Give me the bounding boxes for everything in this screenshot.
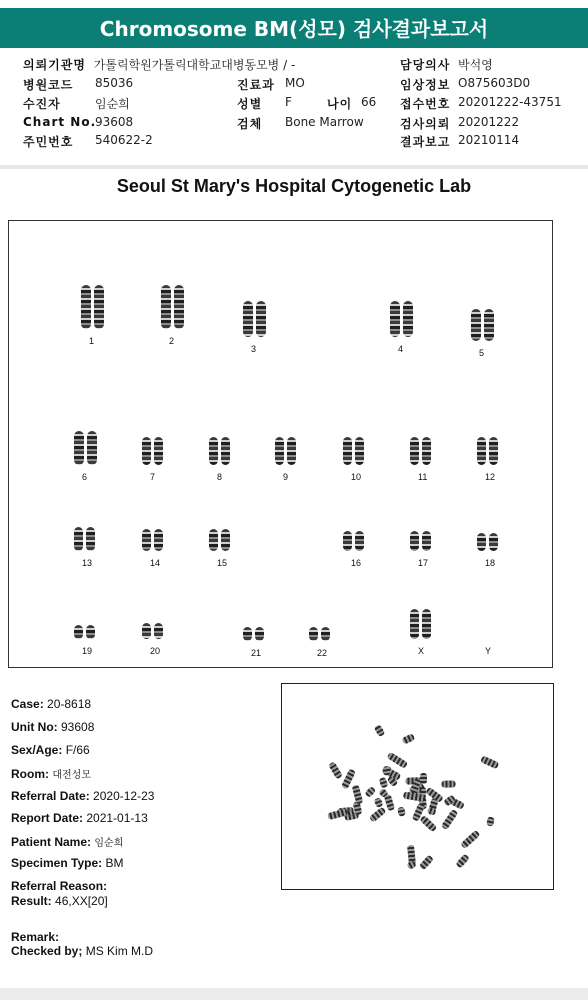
chromosome-label-1: 1	[89, 336, 95, 346]
checked-row	[11, 944, 153, 958]
case-row	[11, 697, 91, 711]
chromosome-pair-1	[81, 285, 104, 329]
chromatid	[410, 609, 419, 639]
karyogram-panel	[8, 220, 553, 668]
chromatid	[343, 531, 352, 551]
report-date-value: 2021-01-13	[86, 811, 148, 825]
chart-label: Chart No.	[23, 115, 97, 129]
chromatid	[74, 431, 84, 465]
chromosome-pair-8	[209, 437, 230, 465]
metaphase-chromosome	[455, 853, 470, 868]
sex-label: 성별	[237, 97, 263, 111]
chromosome-pair-19	[74, 625, 95, 639]
case-value: 20-8618	[47, 697, 92, 711]
chromosome-label-17: 17	[418, 558, 429, 568]
hospital-code-value: 85036	[95, 76, 134, 90]
chromatid	[74, 527, 83, 551]
unit-value: 93608	[61, 720, 95, 734]
report-row	[400, 133, 520, 150]
clinical-row	[400, 76, 531, 93]
metaphase-chromosome	[384, 795, 395, 812]
chromatid	[87, 431, 97, 465]
request-label: 검사의뢰	[400, 117, 451, 131]
unit-label: Unit No:	[11, 720, 58, 734]
chromatid	[94, 285, 104, 329]
section-divider	[0, 165, 588, 169]
report-value: 20210114	[458, 133, 520, 147]
chromatid	[221, 529, 230, 551]
chromosome-pair-10	[343, 437, 364, 465]
chromatid	[484, 309, 494, 341]
chromosome-pair-11	[410, 437, 431, 465]
chromatid	[403, 301, 413, 337]
chart-row	[23, 115, 134, 129]
chromatid	[355, 437, 364, 465]
metaphase-image	[281, 683, 554, 890]
chromatid	[287, 437, 296, 465]
chromosome-pair-4	[390, 301, 413, 337]
chromatid	[255, 627, 264, 641]
metaphase-chromosome	[461, 830, 481, 849]
room-value: 대전성모	[52, 770, 91, 781]
footer-bar	[0, 988, 588, 1000]
chromosome-label-18: 18	[485, 558, 496, 568]
chromosome-pair-X	[410, 609, 431, 639]
resident-label: 주민번호	[23, 135, 74, 149]
unit-row	[11, 720, 94, 734]
metaphase-chromosome	[440, 809, 458, 831]
chromatid	[154, 529, 163, 551]
chromatid	[86, 625, 95, 639]
chromosome-label-13: 13	[82, 558, 93, 568]
chromatid	[154, 437, 163, 465]
metaphase-chromosome	[383, 766, 390, 775]
sexage-label: Sex/Age:	[11, 743, 63, 757]
report-date-label: Report Date:	[11, 811, 84, 825]
metaphase-chromosome	[441, 780, 455, 787]
hospital-code-row	[23, 76, 134, 93]
specimen-label: 검체	[237, 117, 263, 131]
chromosome-label-14: 14	[150, 558, 161, 568]
referral-value: 2020-12-23	[93, 789, 155, 803]
chart-value: 93608	[95, 115, 134, 129]
result-label: Result:	[11, 894, 52, 908]
chromosome-label-19: 19	[82, 646, 93, 656]
referral-label: Referral Date:	[11, 789, 90, 803]
chromosome-pair-5	[471, 309, 494, 341]
age-value: 66	[361, 95, 377, 109]
chromatid	[422, 437, 431, 465]
chromosome-label-11: 11	[418, 472, 428, 482]
chromosome-pair-9	[275, 437, 296, 465]
specimen-type-row	[11, 856, 123, 870]
chromatid	[355, 531, 364, 551]
chromosome-label-7: 7	[150, 472, 156, 482]
sex-value: F	[285, 95, 292, 109]
receipt-row	[400, 95, 562, 112]
doctor-value: 박석영	[458, 58, 493, 72]
patient-value: 임순희	[95, 97, 130, 111]
resident-value: 540622-2	[95, 133, 153, 147]
case-label: Case:	[11, 697, 44, 711]
chromatid	[142, 529, 151, 551]
age-row	[327, 95, 377, 112]
chromosome-pair-12	[477, 437, 498, 465]
chromosome-label-21: 21	[251, 648, 262, 658]
chromatid	[221, 437, 230, 465]
chromosome-pair-17	[410, 531, 431, 551]
chromatid	[422, 609, 431, 639]
checked-label: Checked by;	[11, 944, 83, 958]
chromosome-pair-6	[74, 431, 97, 465]
metaphase-chromosome	[420, 773, 427, 783]
lab-title: Seoul St Mary's Hospital Cytogenetic Lab	[116, 176, 472, 196]
chromatid	[309, 627, 318, 641]
chromosome-label-9: 9	[283, 472, 289, 482]
report-title: Chromosome BM(성모) 검사결과보고서	[0, 8, 588, 48]
chromosome-label-16: 16	[351, 558, 362, 568]
chromosome-label-12: 12	[485, 472, 496, 482]
chromosome-label-15: 15	[217, 558, 228, 568]
chromatid	[209, 437, 218, 465]
receipt-label: 접수번호	[400, 97, 451, 111]
clinical-label: 임상정보	[400, 78, 451, 92]
chromosome-label-4: 4	[398, 344, 404, 354]
sex-row	[237, 95, 292, 112]
report-label: 결과보고	[400, 135, 451, 149]
clinical-value: O875603D0	[458, 76, 531, 90]
chromatid	[256, 301, 266, 337]
referral-row	[11, 789, 154, 803]
institution-label: 의뢰기관명	[23, 58, 86, 72]
chromatid	[489, 437, 498, 465]
metaphase-chromosome	[419, 815, 437, 832]
metaphase-chromosome	[419, 855, 434, 871]
chromatid	[390, 301, 400, 337]
chromatid	[489, 533, 498, 551]
specimen-row	[237, 115, 364, 132]
chromosome-label-20: 20	[150, 646, 161, 656]
sexage-row	[11, 743, 90, 757]
chromatid	[142, 623, 151, 639]
metaphase-chromosome	[479, 755, 499, 769]
chromosome-label-10: 10	[351, 472, 362, 482]
chromatid	[477, 437, 486, 465]
chromatid	[161, 285, 171, 329]
dept-value: MO	[285, 76, 305, 90]
request-row	[400, 115, 520, 132]
metaphase-chromosome	[328, 761, 343, 779]
chromosome-pair-16	[343, 531, 364, 551]
result-value: 46,XX[20]	[55, 894, 108, 908]
chromosome-pair-15	[209, 529, 230, 551]
chromatid	[142, 437, 151, 465]
chromatid	[243, 627, 252, 641]
chromosome-label-22: 22	[317, 648, 328, 658]
checked-value: MS Kim M.D	[85, 944, 154, 958]
metaphase-chromosome	[397, 806, 406, 816]
chromatid	[471, 309, 481, 341]
hospital-code-label: 병원코드	[23, 78, 74, 92]
sexage-value: F/66	[65, 743, 90, 757]
chromosome-pair-21	[243, 627, 264, 641]
chromatid	[86, 527, 95, 551]
institution-value: 가톨릭학원가톨릭대학교대병동모병 / -	[93, 58, 296, 72]
chromatid	[275, 437, 284, 465]
chromatid	[321, 627, 330, 641]
metaphase-chromosome	[486, 817, 495, 827]
room-row	[11, 766, 91, 781]
chromosome-pair-3	[243, 301, 266, 337]
patient-name-row	[11, 834, 123, 849]
chromosome-pair-22	[309, 627, 330, 641]
result-row	[11, 894, 108, 908]
chromosome-label-2: 2	[169, 336, 175, 346]
resident-row	[23, 133, 153, 150]
institution-row	[23, 56, 295, 73]
receipt-value: 20201222-43751	[458, 95, 562, 109]
metaphase-chromosome	[365, 786, 377, 798]
chromatid	[422, 531, 431, 551]
chromosome-label-X: X	[418, 646, 425, 656]
request-value: 20201222	[458, 115, 520, 129]
specimen-value: Bone Marrow	[285, 115, 364, 129]
chromatid	[477, 533, 486, 551]
metaphase-chromosome	[373, 724, 385, 737]
report-date-row	[11, 811, 148, 825]
patient-row	[23, 95, 130, 112]
metaphase-chromosome	[402, 734, 416, 745]
metaphase-chromosome	[369, 806, 387, 822]
specimen-type-value: BM	[105, 856, 124, 870]
chromatid	[174, 285, 184, 329]
chromosome-label-5: 5	[479, 348, 485, 358]
chromatid	[243, 301, 253, 337]
specimen-type-label: Specimen Type:	[11, 856, 103, 870]
chromosome-pair-13	[74, 527, 95, 551]
chromatid	[209, 529, 218, 551]
chromosome-label-Y: Y	[485, 646, 492, 656]
dept-row	[237, 76, 305, 93]
chromatid	[74, 625, 83, 639]
chromatid	[154, 623, 163, 639]
chromosome-label-6: 6	[82, 472, 88, 482]
doctor-row	[400, 56, 493, 73]
age-label: 나이	[327, 97, 353, 111]
chromosome-pair-7	[142, 437, 163, 465]
metaphase-chromosome	[352, 784, 364, 804]
chromatid	[81, 285, 91, 329]
remark-label: Remark:	[11, 930, 60, 944]
chromosome-pair-2	[161, 285, 184, 329]
chromatid	[410, 531, 419, 551]
chromosome-pair-20	[142, 623, 163, 639]
chromatid	[410, 437, 419, 465]
doctor-label: 담당의사	[400, 58, 451, 72]
remark-row	[11, 930, 59, 944]
patient-label: 수진자	[23, 97, 61, 111]
referral-reason-label: Referral Reason:	[11, 879, 108, 893]
room-label: Room:	[11, 767, 49, 781]
chromatid	[343, 437, 352, 465]
chromosome-label-8: 8	[217, 472, 223, 482]
dept-label: 진료과	[237, 78, 275, 92]
patient-name-value: 임순희	[94, 838, 124, 849]
chromosome-pair-18	[477, 533, 498, 551]
referral-reason-row	[11, 879, 107, 893]
patient-name-label: Patient Name:	[11, 835, 92, 849]
chromosome-label-3: 3	[251, 344, 257, 354]
chromosome-pair-14	[142, 529, 163, 551]
